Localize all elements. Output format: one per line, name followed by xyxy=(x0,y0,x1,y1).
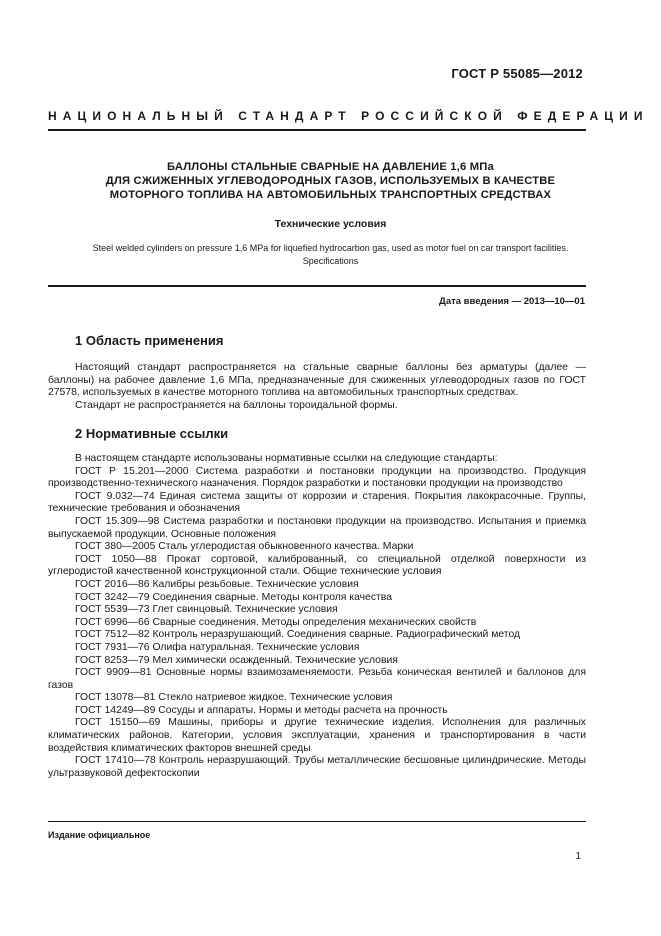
paragraph: Настоящий стандарт распространяется на стальные сварные баллоны без арматуры (далее — баллоны) на рабочее давление 1,6 МПа, предназначенные для сжиженных углеводородных газов по ГОСТ 27578, используемых в качестве моторного топлива на автомобильных транспортных средствах. xyxy=(48,362,586,399)
document-subtitle: Технические условия xyxy=(274,218,387,230)
paragraph: Стандарт не распространяется на баллоны тороидальной формы. xyxy=(75,399,398,411)
document-title xyxy=(60,160,601,202)
section-heading-references: 2 Нормативные ссылки xyxy=(75,426,229,441)
national-standard-banner: НАЦИОНАЛЬНЫЙ СТАНДАРТ РОССИЙСКОЙ ФЕДЕРАЦИИ xyxy=(48,109,649,123)
reference-item: ГОСТ 17410—78 Контроль неразрушающий. Трубы металлические бесшовные цилиндрические. Методы ультразвуковой дефектоскопии xyxy=(48,755,586,779)
reference-item: ГОСТ 7931—76 Олифа натуральная. Технические условия xyxy=(75,641,360,653)
reference-item: ГОСТ 7512—82 Контроль неразрушающий. Соединения сварные. Радиографический метод xyxy=(75,629,521,641)
reference-item: ГОСТ 2016—86 Калибры резьбовые. Технические условия xyxy=(75,578,359,590)
paragraph: В настоящем стандарте использованы нормативные ссылки на следующие стандарты: xyxy=(75,453,498,464)
reference-item: ГОСТ 5539—73 Глет свинцовый. Технические условия xyxy=(75,604,338,616)
section-references-body xyxy=(48,453,586,780)
title-line: ДЛЯ СЖИЖЕННЫХ УГЛЕВОДОРОДНЫХ ГАЗОВ, ИСПОЛЬЗУЕМЫХ В КАЧЕСТВЕ xyxy=(105,175,556,187)
section-scope-body xyxy=(48,362,586,412)
introduction-date: Дата введения — 2013—10—01 xyxy=(439,296,585,307)
reference-item: ГОСТ 9909—81 Основные нормы взаимозаменяемости. Резьба коническая вентилей и баллонов для газов xyxy=(48,667,586,691)
page-number: 1 xyxy=(575,851,581,862)
reference-item: ГОСТ 9.032—74 Единая система защиты от коррозии и старения. Покрытия лакокрасочные. Группы, технические требования и обозначения xyxy=(48,490,586,515)
reference-item: ГОСТ 380—2005 Сталь углеродистая обыкновенного качества. Марки xyxy=(75,541,414,553)
reference-item: ГОСТ 6996—66 Сварные соединения. Методы определения механических свойств xyxy=(75,616,477,628)
english-title xyxy=(60,242,601,268)
title-line: БАЛЛОНЫ СТАЛЬНЫЕ СВАРНЫЕ НА ДАВЛЕНИЕ 1,6 МПа xyxy=(167,161,494,173)
edition-label: Издание официальное xyxy=(48,830,151,840)
footer-divider xyxy=(48,821,586,822)
section-heading-scope: 1 Область применения xyxy=(75,333,224,348)
standard-number: ГОСТ Р 55085—2012 xyxy=(451,66,583,81)
reference-item: ГОСТ 1050—88 Прокат сортовой, калиброванный, со специальной отделкой поверхности из углеродистой качественной конструкционной стали. Общие технические условия xyxy=(48,553,586,578)
title-divider xyxy=(48,285,586,287)
title-line: МОТОРНОГО ТОПЛИВА НА АВТОМОБИЛЬНЫХ ТРАНСПОРТНЫХ СРЕДСТВАХ xyxy=(109,189,552,201)
reference-item: ГОСТ 14249—89 Сосуды и аппараты. Нормы и методы расчета на прочность xyxy=(75,704,448,716)
reference-item: ГОСТ 3242—79 Соединения сварные. Методы контроля качества xyxy=(75,591,392,603)
english-title-line: Steel welded cylinders on pressure 1,6 MPa for liquefied hydrocarbon gas, used as motor fuel on car transport facilities. xyxy=(92,243,569,253)
reference-item: ГОСТ 8253—79 Мел химически осажденный. Технические условия xyxy=(75,654,398,666)
reference-item: ГОСТ 15.309—98 Система разработки и постановки продукции на производство. Испытания и приемка выпускаемой продукции. Основные положения xyxy=(48,515,586,540)
reference-item: ГОСТ Р 15.201—2000 Система разработки и постановки продукции на производство. Продукция производственно-технического назначения. Порядок разработки и постановки продукции на производство xyxy=(48,465,586,490)
header-divider xyxy=(48,129,586,131)
reference-item: ГОСТ 15150—69 Машины, приборы и другие технические изделия. Исполнения для различных климатических районов. Категории, условия эксплуатации, хранения и транспортирования в части воздействия климатических факторов внешней среды xyxy=(48,717,586,754)
reference-item: ГОСТ 13078—81 Стекло натриевое жидкое. Технические условия xyxy=(75,692,393,704)
english-title-line: Specifications xyxy=(302,256,359,266)
